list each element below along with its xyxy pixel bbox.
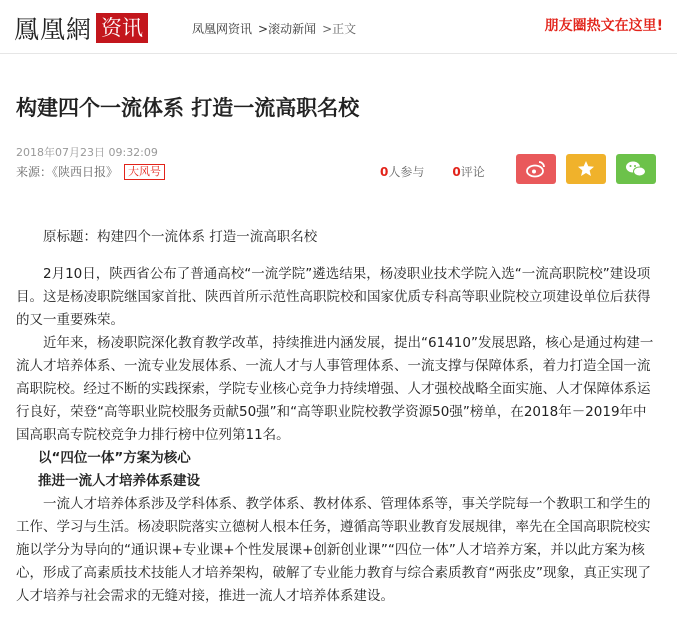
- share-weibo-button[interactable]: [516, 154, 556, 184]
- page-title: 构建四个一流体系 打造一流高职名校: [16, 95, 360, 120]
- paragraph: 2月10日，陕西省公布了普通高校“一流学院”遴选结果，杨凌职业技术学院入选“一流高职院校”建设项目。这是杨凌职院继国家首批、陕西首所示范性高职院校和国家优质专科高等职业院校立项建设单位后获得的又一重要殊荣。: [16, 266, 651, 328]
- promo-link[interactable]: 朋友圈热文在这里!: [544, 18, 663, 34]
- site-logo[interactable]: [14, 10, 148, 46]
- engagement-counts: [380, 163, 485, 180]
- section-heading: 推进一流人才培养体系建设: [38, 473, 200, 489]
- weibo-icon: [526, 160, 546, 178]
- paragraph: 近年来，杨凌职院深化教育教学改革，持续推进内涵发展，提出“61410”发展思路，核心是通过构建一流人才培养体系、一流专业发展体系、一流人才与人事管理体系、一流支撑与保障体系，着力打造全国一流高职院校。经过不断的实践探索，学院专业核心竞争力持续增强、人才强校战略全面实施、人才保障体系运行良好，荣登“高等职业院校服务贡献50强”和“高等职业院校教学资源50强”榜单，在2018年－2019年中国高职高专院校竞争力排行榜中位列第11名。: [16, 335, 654, 443]
- breadcrumb-scroll-news[interactable]: >滚动新闻: [258, 22, 317, 36]
- star-icon: [577, 160, 595, 178]
- comments-count[interactable]: 0评论: [452, 165, 485, 179]
- section-heading: 以“四位一体”方案为核心: [38, 450, 191, 466]
- share-wechat-button[interactable]: [616, 154, 656, 184]
- dafeng-badge[interactable]: 大风号: [124, 164, 165, 180]
- breadcrumb: [192, 20, 356, 37]
- favorite-button[interactable]: [566, 154, 606, 184]
- publish-datetime: 2018年07月23日 09:32:09: [16, 146, 158, 159]
- original-title-paragraph: 原标题：构建四个一流体系 打造一流高职名校: [43, 229, 318, 245]
- article-source: [16, 163, 165, 180]
- logo-text: 鳳凰網: [14, 15, 93, 44]
- breadcrumb-current: >正文: [322, 22, 357, 36]
- top-bar: [0, 0, 677, 54]
- participants-count[interactable]: 0人参与: [380, 165, 425, 179]
- article-body: [16, 226, 656, 608]
- paragraph: 一流人才培养体系涉及学科体系、教学体系、教材体系、管理体系等，事关学院每一个教职工和学生的工作、学习与生活。杨凌职院落实立德树人根本任务，遵循高等职业教育发展规律，率先在全国高职院校实施以学分为导向的“通识课+专业课+个性发展课+创新创业课”“四位一体”人才培养方案，并以此方案为核心，形成了高素质技术技能人才培养架构，破解了专业能力教育与综合素质教育“两张皮”现象，真正实现了人才培养与社会需求的无缝对接，推进一流人才培养体系建设。: [16, 496, 651, 604]
- source-label[interactable]: 来源：《陕西日报》: [16, 165, 119, 179]
- logo-badge: 资讯: [96, 13, 148, 43]
- breadcrumb-home[interactable]: 凤凰网资讯: [192, 22, 253, 36]
- wechat-icon: [625, 160, 647, 178]
